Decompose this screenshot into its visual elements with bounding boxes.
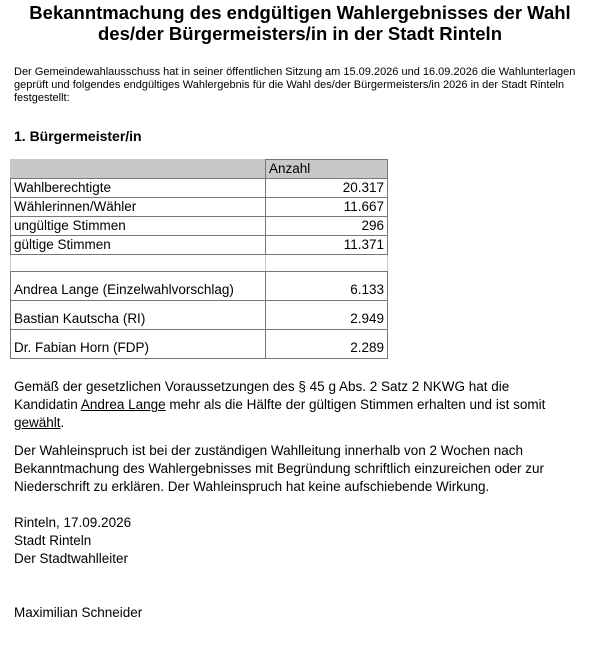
row-value: 11.371 bbox=[266, 236, 388, 255]
row-label: Wahlberechtigte bbox=[11, 179, 266, 198]
page-title bbox=[0, 2, 600, 44]
signature-name: Maximilian Schneider bbox=[14, 605, 143, 620]
candidate-row bbox=[11, 272, 388, 301]
results-table bbox=[10, 159, 388, 359]
row-label: Wählerinnen/Wähler bbox=[11, 198, 266, 217]
candidate-votes: 6.133 bbox=[266, 272, 388, 301]
intro-text: Der Gemeindewahlausschuss hat in seiner öffentlichen Sitzung am 15.09.2026 und 16.09.2026 die Wahlunterlagen geprüft und folgendes endgültiges Wahlergebnis für die Wahl des/der Bürgermeisters/in 2026 in der Stadt Rinteln festgestellt: bbox=[14, 66, 576, 104]
table-row bbox=[11, 179, 388, 198]
row-value: 296 bbox=[266, 217, 388, 236]
row-label: gültige Stimmen bbox=[11, 236, 266, 255]
result-paragraph: Gemäß der gesetzlichen Voraussetzungen des § 45 g Abs. 2 Satz 2 NKWG hat die Kandidatin Andrea Lange mehr als die Hälfte der gültigen Stimmen erhalten und ist somit gewählt. bbox=[14, 379, 546, 430]
section-heading: 1. Bürgermeister/in bbox=[14, 128, 142, 144]
title-line-1: Bekanntmachung des endgültigen Wahlergebnisses der Wahl bbox=[29, 2, 571, 23]
signature-org: Stadt Rinteln bbox=[14, 533, 92, 548]
candidate-row bbox=[11, 301, 388, 330]
table-header-row bbox=[11, 160, 388, 179]
candidate-name: Bastian Kautscha (RI) bbox=[11, 301, 266, 330]
table-row bbox=[11, 217, 388, 236]
signature-place-date: Rinteln, 17.09.2026 bbox=[14, 515, 132, 530]
row-label: ungültige Stimmen bbox=[11, 217, 266, 236]
objection-paragraph: Der Wahleinspruch ist bei der zuständigen Wahlleitung innerhalb von 2 Wochen nach Bekanntmachung des Wahlergebnisses mit Begründung schriftlich einzureichen oder zur Niederschrift zu erklären. Der Wahleinspruch hat keine aufschiebende Wirkung. bbox=[14, 443, 545, 494]
elected-word: gewählt bbox=[14, 415, 61, 430]
header-empty-cell bbox=[11, 160, 266, 179]
candidate-votes: 2.949 bbox=[266, 301, 388, 330]
row-value: 11.667 bbox=[266, 198, 388, 217]
candidate-name: Dr. Fabian Horn (FDP) bbox=[11, 330, 266, 359]
candidate-row bbox=[11, 330, 388, 359]
signature-role: Der Stadtwahlleiter bbox=[14, 551, 129, 566]
table-row bbox=[11, 198, 388, 217]
table-spacer-row bbox=[11, 255, 388, 272]
elected-candidate-name: Andrea Lange bbox=[80, 397, 166, 412]
row-value: 20.317 bbox=[266, 179, 388, 198]
candidate-name: Andrea Lange (Einzelwahlvorschlag) bbox=[11, 272, 266, 301]
title-line-2: des/der Bürgermeisters/in in der Stadt Rinteln bbox=[97, 23, 502, 44]
header-value: Anzahl bbox=[266, 160, 388, 179]
table-row bbox=[11, 236, 388, 255]
candidate-votes: 2.289 bbox=[266, 330, 388, 359]
